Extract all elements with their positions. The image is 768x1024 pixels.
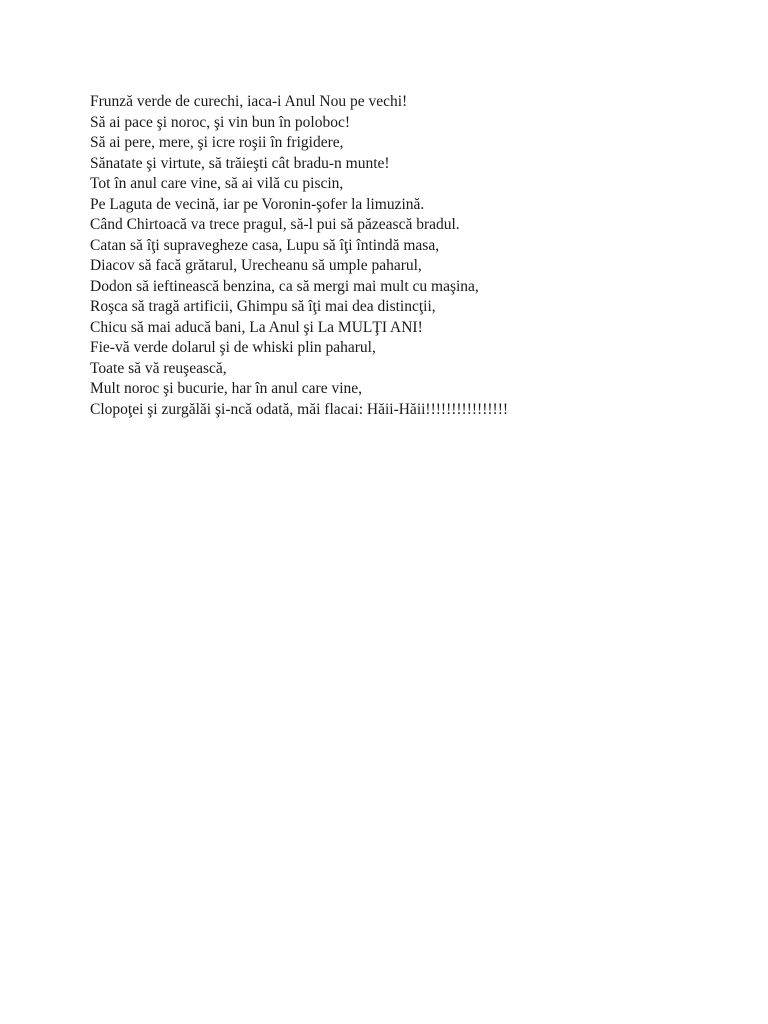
poem-line-15: Mult noroc şi bucurie, har în anul care vine, <box>90 380 363 397</box>
poem-line-1: Frunză verde de curechi, iaca-i Anul Nou pe vechi! <box>90 93 408 110</box>
poem-line-12: Chicu să mai aducă bani, La Anul şi La MULŢI ANI! <box>90 318 423 336</box>
poem-line-5: Tot în anul care vine, să ai vilă cu piscin, <box>90 175 344 192</box>
poem-line-8: Catan să îţi supravegheze casa, Lupu să îţi întindă masa, <box>90 236 440 254</box>
poem-line-14: Toate să vă reuşească, <box>90 359 227 377</box>
poem-line-9: Diacov să facă grătarul, Urecheanu să umple paharul, <box>90 257 422 274</box>
poem-line-16: Clopoţei şi zurgălăi şi-ncă odată, măi flacai: Hăii-Hăii!!!!!!!!!!!!!!!! <box>90 400 509 418</box>
poem-line-4: Sănatate şi virtute, să trăieşti cât bradu-n munte! <box>90 154 390 172</box>
poem-line-3: Să ai pere, mere, şi icre roşii în frigidere, <box>90 134 344 151</box>
poem-line-2: Să ai pace şi noroc, şi vin bun în poloboc! <box>90 113 351 131</box>
poem-line-7: Când Chirtoacă va trece pragul, să-l pui să păzească bradul. <box>90 216 460 233</box>
poem-line-6: Pe Laguta de vecină, iar pe Voronin-şofer la limuzină. <box>90 195 425 213</box>
poem-line-10: Dodon să ieftinească benzina, ca să mergi mai mult cu maşina, <box>90 277 479 295</box>
poem-line-13: Fie-vă verde dolarul şi de whiski plin paharul, <box>90 339 376 356</box>
poem-text <box>90 92 750 420</box>
poem-line-11: Roşca să tragă artificii, Ghimpu să îţi mai dea distincţii, <box>90 298 436 315</box>
